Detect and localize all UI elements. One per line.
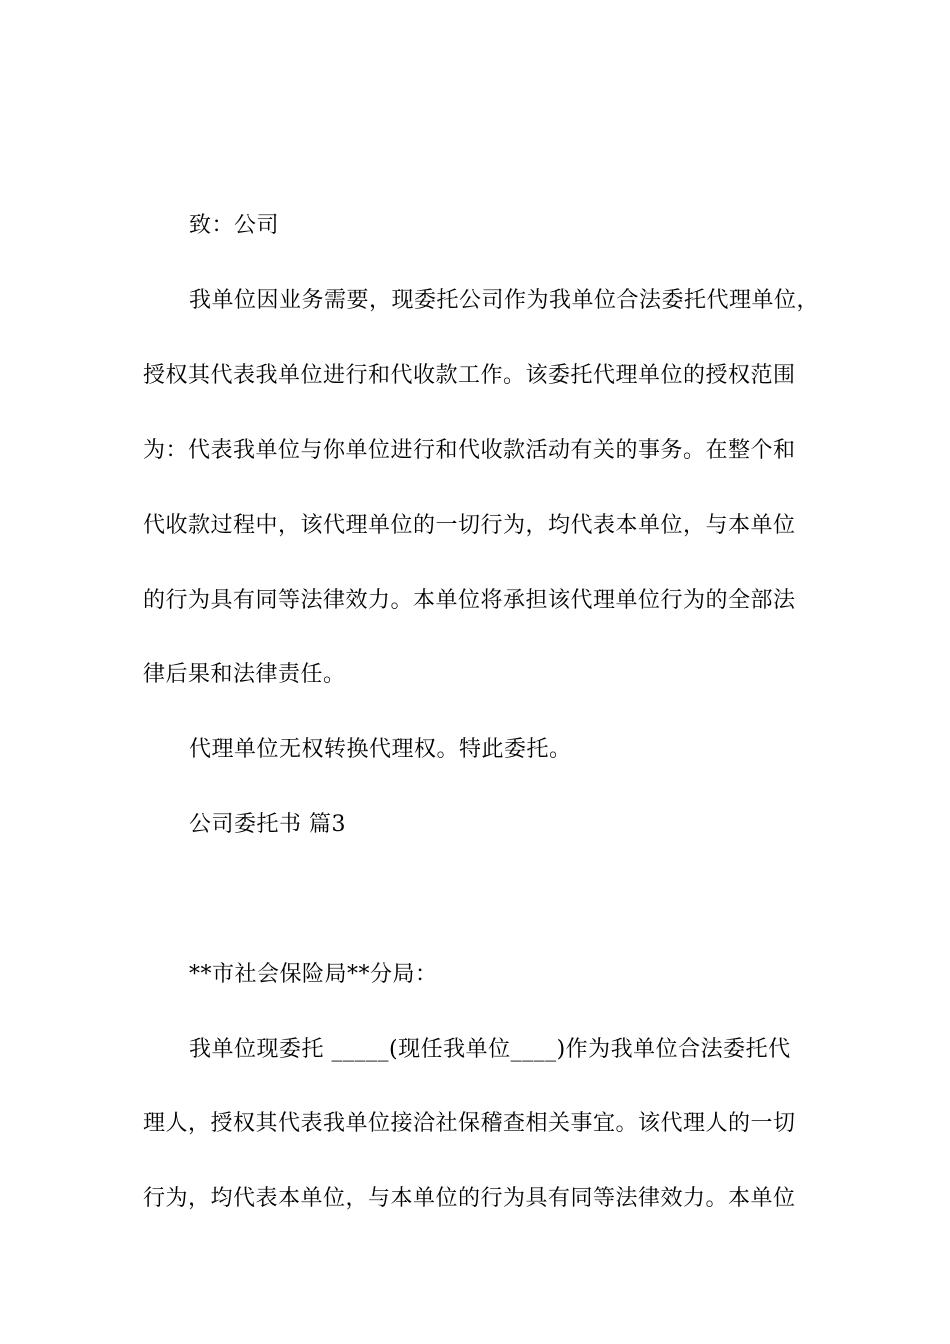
paragraph-line: 为：代表我单位与你单位进行和代收款活动有关的事务。在整个和: [143, 438, 796, 463]
paragraph-line: 律后果和法律责任。: [143, 662, 346, 687]
paragraph-line: 代收款过程中，该代理单位的一切行为，均代表本单位，与本单位: [143, 513, 796, 538]
paragraph-line: 理人，授权其代表我单位接洽社保稽查相关事宜。该代理人的一切: [143, 1111, 796, 1136]
paragraph-line: 我单位因业务需要，现委托公司作为我单位合法委托代理单位，: [189, 288, 820, 313]
section-heading: 公司委托书 篇3: [189, 812, 346, 837]
paragraph-line: 我单位现委托 _____(现任我单位____)作为我单位合法委托代: [189, 1037, 791, 1062]
salutation-company: 致：公司: [189, 213, 280, 238]
salutation-bureau: **市社会保险局**分局：: [189, 962, 438, 987]
paragraph-line: 授权其代表我单位进行和代收款工作。该委托代理单位的授权范围: [143, 363, 796, 388]
paragraph-line: 的行为具有同等法律效力。本单位将承担该代理单位行为的全部法: [143, 588, 796, 613]
closing-paragraph: 代理单位无权转换代理权。特此委托。: [189, 737, 572, 762]
paragraph-line: 行为，均代表本单位，与本单位的行为具有同等法律效力。本单位: [143, 1186, 796, 1211]
